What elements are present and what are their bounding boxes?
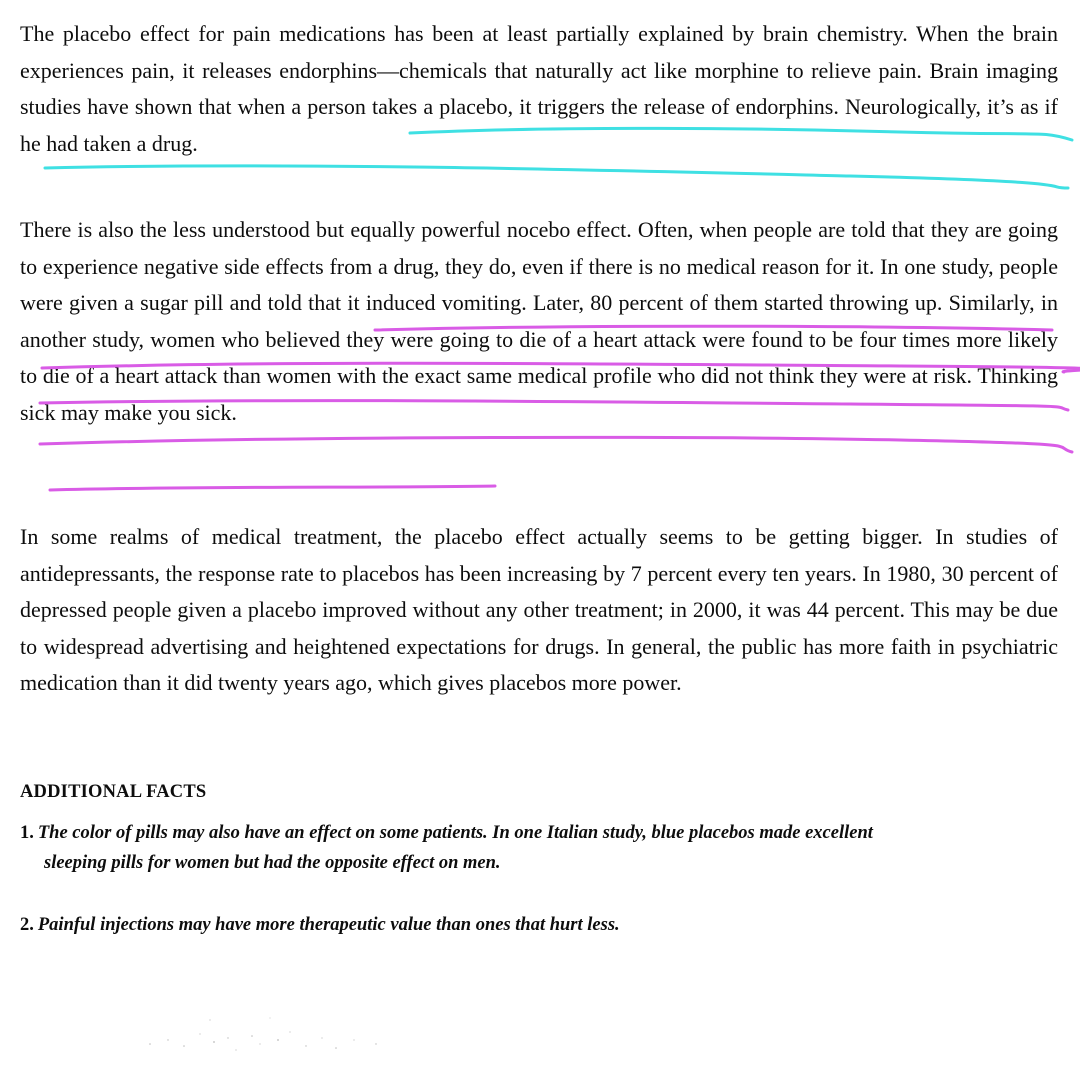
fact-number: 1. xyxy=(20,823,34,843)
additional-facts-heading: ADDITIONAL FACTS xyxy=(20,782,207,802)
fact-text-line2: sleeping pills for women but had the opposite effect on men. xyxy=(44,853,501,873)
fact-text-line1: Painful injections may have more therapeutic value than ones that hurt less. xyxy=(37,915,620,935)
scan-specks xyxy=(140,1010,400,1060)
fact-item-2 xyxy=(20,910,1050,940)
paragraph-nocebo-effect: There is also the less understood but equally powerful nocebo effect. Often, when people are told that they are going to experience negative side effects from a drug, they do, even if there is no medical reason for it. In one study, people were given a sugar pill and told that it induced vomiting. Later, 80 percent of them started throwing up. Similarly, in another study, women who believed they were going to die of a heart attack were found to be four times more likely to die of a heart attack than women with the exact same medical profile who did not think they were at risk. Thinking sick may make you sick. xyxy=(20,217,1058,425)
paragraph-placebo-brain-chemistry: The placebo effect for pain medications has been at least partially explained by brain chemistry. When the brain experiences pain, it releases endorphins—chemicals that naturally act like morphine to relieve pain. Brain imaging studies have shown that when a person takes a placebo, it triggers the release of endorphins. Neurologically, it’s as if he had taken a drug. xyxy=(20,21,1058,156)
paragraph-placebo-getting-bigger: In some realms of medical treatment, the placebo effect actually seems to be getting bigger. In studies of antidepressants, the response rate to placebos has been increasing by 7 percent every ten years. In 1980, 30 percent of depressed people given a placebo improved without any other treatment; in 2000, it was 44 percent. This may be due to widespread advertising and heightened expectations for drugs. In general, the public has more faith in psychiatric medication than it did twenty years ago, which gives placebos more power. xyxy=(20,524,1058,695)
fact-number: 2. xyxy=(20,915,34,935)
magenta-underline-5 xyxy=(50,486,495,490)
cyan-underline-2 xyxy=(45,166,1068,188)
fact-text-line1: The color of pills may also have an effect on some patients. In one Italian study, blue placebos made excellent xyxy=(37,823,873,843)
magenta-underline-4 xyxy=(40,437,1072,452)
fact-item-1 xyxy=(20,818,1050,878)
